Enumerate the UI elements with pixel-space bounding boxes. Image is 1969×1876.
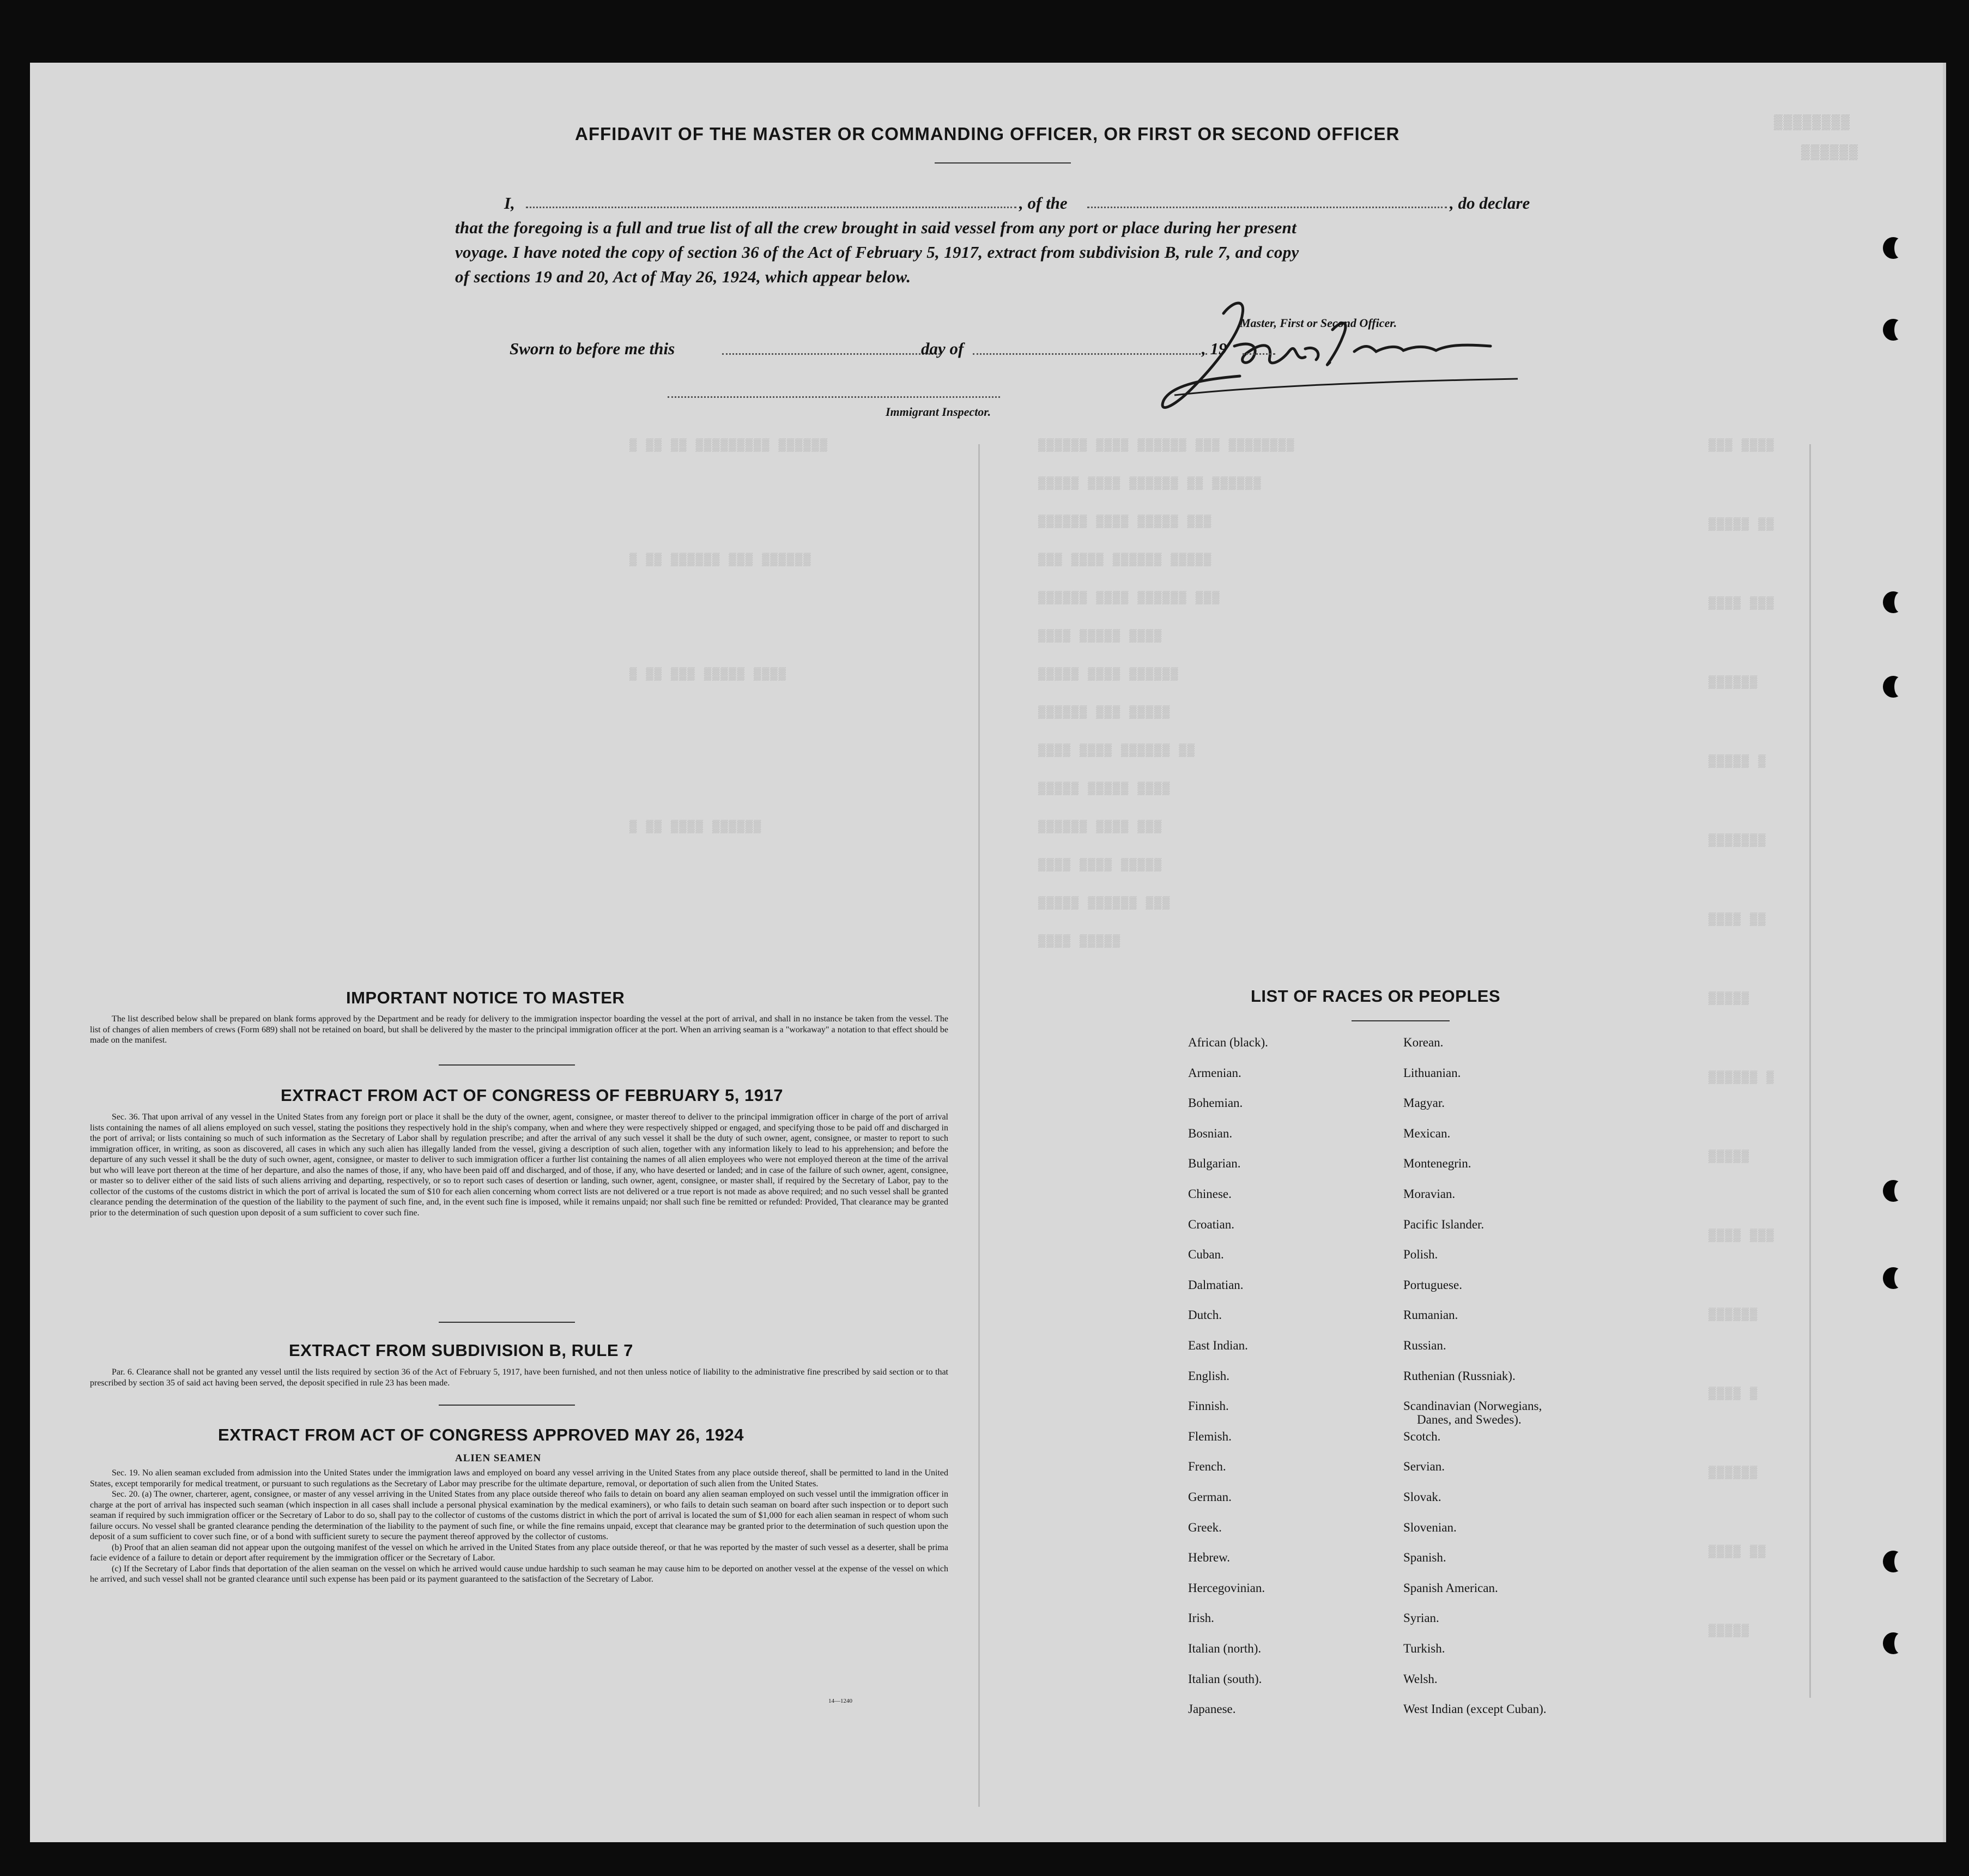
race-item: Russian. (1403, 1339, 1446, 1352)
race-item: Danes, and Swedes). (1417, 1413, 1522, 1427)
title-underline (935, 162, 1071, 164)
race-item: Hercegovinian. (1188, 1581, 1265, 1595)
race-item: Dalmatian. (1188, 1278, 1244, 1292)
race-item: Greek. (1188, 1520, 1222, 1534)
i-label: I, (504, 193, 515, 213)
race-item: Lithuanian. (1403, 1066, 1461, 1080)
affidavit-body-line-1: that the foregoing is a full and true list of all the crew brought in said vessel from any port or place during her present (455, 218, 1296, 237)
sec20b-text: (b) Proof that an alien seaman did not appear upon the outgoing manifest of the vessel on which he arrived in the United States from any place outside thereof, or that he was reported by the master of such vessel as a deserter, shall be prima facie evidence of a failure to detain or deport after requirement by the immigration officer or the Secretary of Labor. (90, 1542, 948, 1563)
master-signature (1142, 281, 1523, 439)
extract-1917-title: EXTRACT FROM ACT OF CONGRESS OF FEBRUARY 5, 1917 (281, 1086, 783, 1105)
race-item: Chinese. (1188, 1187, 1232, 1201)
punch-hole-icon (1883, 1267, 1904, 1289)
race-item: West Indian (except Cuban). (1403, 1702, 1547, 1716)
notice-title: IMPORTANT NOTICE TO MASTER (346, 988, 625, 1007)
extract-rule7-text: Par. 6. Clearance shall not be granted any vessel until the lists required by section 36 of the Act of February 5, 1917, have been furnished, and not then unless notice of liability to the administrative fine prescribed by said section or to that prescribed by section 35 of said act having been served, the deposit specified in rule 23 has been made. (90, 1367, 948, 1388)
extract-1924-title: EXTRACT FROM ACT OF CONGRESS APPROVED MAY 26, 1924 (218, 1425, 744, 1444)
race-item: Scotch. (1403, 1429, 1441, 1443)
race-item: Syrian. (1403, 1611, 1439, 1625)
race-item: Flemish. (1188, 1429, 1232, 1443)
race-item: Scandinavian (Norwegians, (1403, 1399, 1542, 1413)
affidavit-body-line-3: of sections 19 and 20, Act of May 26, 1924, which appear below. (455, 267, 911, 286)
race-item: Bosnian. (1188, 1126, 1233, 1140)
race-item: Italian (south). (1188, 1672, 1262, 1686)
race-item: Irish. (1188, 1611, 1214, 1625)
punch-hole-icon (1883, 319, 1904, 341)
race-item: Italian (north). (1188, 1642, 1262, 1655)
declare-label: , do declare (1450, 193, 1530, 213)
of-the-label: , of the (1019, 193, 1068, 213)
punch-hole-icon (1883, 237, 1904, 259)
race-item: Armenian. (1188, 1066, 1241, 1080)
punch-hole-icon (1883, 1632, 1904, 1654)
race-item: Pacific Islander. (1403, 1217, 1485, 1231)
day-blank-line[interactable] (722, 353, 940, 355)
race-item: Bulgarian. (1188, 1157, 1241, 1171)
punch-hole-icon (1883, 1180, 1904, 1202)
race-item: Moravian. (1403, 1187, 1456, 1201)
extract-1924-text (90, 1468, 948, 1585)
race-item: Ruthenian (Russniak). (1403, 1369, 1516, 1383)
year-blank-line[interactable] (1243, 353, 1275, 355)
divider (439, 1064, 575, 1066)
punch-hole-icon (1883, 591, 1904, 613)
divider (439, 1322, 575, 1323)
race-item: Slovak. (1403, 1490, 1441, 1504)
race-item: Bohemian. (1188, 1096, 1243, 1110)
divider (439, 1405, 575, 1406)
race-item: Slovenian. (1403, 1520, 1457, 1534)
punch-hole-icon (1883, 676, 1904, 698)
race-item: Dutch. (1188, 1308, 1222, 1322)
affidavit-body-line-2: voyage. I have noted the copy of section 36 of the Act of February 5, 1917, extract from subdivision B, rule 7, and copy (455, 243, 1299, 262)
race-item: Spanish. (1403, 1551, 1446, 1565)
race-item: Portuguese. (1403, 1278, 1462, 1292)
race-item: Turkish. (1403, 1642, 1445, 1655)
sworn-label: Sworn to before me this (510, 339, 675, 358)
races-title: LIST OF RACES OR PEOPLES (1251, 987, 1501, 1006)
race-item: Rumanian. (1403, 1308, 1458, 1322)
race-item: Servian. (1403, 1460, 1445, 1474)
name-blank-line[interactable] (526, 207, 1016, 208)
punch-hole-icon (1883, 1551, 1904, 1572)
sec19-text: Sec. 19. No alien seaman excluded from admission into the United States under the immigration laws and employed on board any vessel arriving in the United States from any place outside thereof, shall be permitted to land in the United States, except temporarily for medical treatment, or pursuant to such regulations as the Secretary of Labor may prescribe for the ultimate departure, removal, or deportation of such alien from the United States. (90, 1468, 948, 1488)
race-item: African (black). (1188, 1036, 1268, 1049)
race-item: German. (1188, 1490, 1232, 1504)
race-item: East Indian. (1188, 1339, 1248, 1352)
race-item: Cuban. (1188, 1248, 1224, 1262)
alien-seamen-subtitle: ALIEN SEAMEN (455, 1453, 542, 1464)
race-item: French. (1188, 1460, 1226, 1474)
extract-1917-text: Sec. 36. That upon arrival of any vessel in the United States from any foreign port or place it shall be the duty of the owner, agent, consignee, or master thereof to deliver to the principal immigration officer in charge of the port of arrival lists containing the names of all aliens employed on such vessel, stating the positions they respectively hold in the ship's company, when and where they were respectively shipped or engaged, and specifying those to be paid off and discharged in the port of arrival; or lists containing so much of such information as the Secretary of Labor shall by regulation prescribe; and after the arrival of any such vessel it shall be the duty of such owner, agent, consignee, or master to report to such immigration officer, in writing, as soon as discovered, all cases in which any such alien has illegally landed from the vessel, giving a description of such alien, together with any information likely to lead to his apprehension; and before the departure of any such vessel it shall be the duty of such owner, agent, consignee, or master to deliver to such immigration officer a further list containing the names of all alien employees who were not employed thereon at the time of the arrival but who will leave port thereon at the time of her departure, and also the names of those, if any, who have been paid off and discharged, and of those, if any, who have deserted or landed; and in case of the failure of such owner, agent, consignee, or master so to deliver either of the said lists of such aliens arriving and departing, respectively, or so to report such cases of desertion or landing, such owner, agent, consignee, or master shall, if required by the Secretary of Labor, pay to the collector of the customs of the customs district in which the port of arrival is located the sum of $10 for each alien concerning whom correct lists are not delivered or a true report is not made as above required; and no such vessel shall be granted clearance pending the determination of the question of the liability to the payment of such fine, and, in the event such fine is imposed, while it remains unpaid; nor shall such fine be remitted or refunded: Provided, That clearance may be granted prior to the determination of such question upon deposit of a sum sufficient to cover such fine. (90, 1112, 948, 1218)
month-blank-line[interactable] (973, 353, 1207, 355)
race-item: Croatian. (1188, 1217, 1234, 1231)
form-number: 14—1240 (828, 1698, 852, 1704)
race-item: English. (1188, 1369, 1230, 1383)
notice-text: The list described below shall be prepared on blank forms approved by the Department and be ready for delivery to the immigration inspector boarding the vessel at the port of arrival, and shall in no instance be taken from the vessel. The list of changes of alien members of crews (Form 689) shall not be retained on board, but shall be delivered by the master to the principal immigration officer at the port. When an arriving seaman is a "workaway" a notation to that effect should be made on the manifest. (90, 1014, 948, 1045)
sec20c-text: (c) If the Secretary of Labor finds that deportation of the alien seaman on the vessel on which he arrived would cause undue hardship to such seaman he may cause him to be deported on another vessel at the expense of the vessel on which he arrived, and such vessel shall not be granted clearance until such expense has been paid or its payment guaranteed to the satisfaction of the Secretary of Labor. (90, 1564, 948, 1584)
race-item: Magyar. (1403, 1096, 1445, 1110)
race-item: Spanish American. (1403, 1581, 1498, 1595)
race-item: Montenegrin. (1403, 1157, 1471, 1171)
race-item: Mexican. (1403, 1126, 1451, 1140)
signature-caption: Master, First or Second Officer. (1240, 316, 1397, 330)
race-item: Welsh. (1403, 1672, 1438, 1686)
race-item: Finnish. (1188, 1399, 1229, 1413)
extract-rule7-title: EXTRACT FROM SUBDIVISION B, RULE 7 (289, 1341, 633, 1360)
race-item: Japanese. (1188, 1702, 1236, 1716)
day-of-label: day of (921, 339, 964, 358)
affidavit-title: AFFIDAVIT OF THE MASTER OR COMMANDING OFFICER, OR FIRST OR SECOND OFFICER (575, 124, 1400, 144)
document-sheet: ▒▒▒ ▒▒▒▒ ▒▒▒▒▒ ▒▒ ▒▒▒▒ ▒▒▒ ▒▒▒▒▒▒ ▒▒▒▒▒ ▒ ▒▒▒▒▒▒▒ ▒▒▒▒ ▒▒ ▒▒▒▒▒ ▒▒▒▒▒▒ ▒ ▒▒▒▒▒ ▒▒▒▒ ▒▒▒ ▒▒▒▒▒▒ ▒▒▒▒ ▒ ▒▒▒▒▒▒ ▒▒▒▒ ▒▒ ▒▒▒▒▒ ▒▒▒▒▒▒ ▒▒▒▒ ▒▒▒▒▒▒ ▒▒▒ ▒▒▒▒▒▒▒▒ ▒▒▒▒▒ ▒▒▒▒ ▒▒▒▒▒▒ ▒▒ ▒▒▒▒▒▒ ▒▒▒▒▒▒ ▒▒▒▒ ▒▒▒▒▒ ▒▒▒ ▒▒▒ ▒▒▒▒ ▒▒▒▒▒▒ ▒▒▒▒▒ ▒▒▒▒▒▒ ▒▒▒▒ ▒▒▒▒▒▒ ▒▒▒ ▒▒▒▒ ▒▒▒▒▒ ▒▒▒▒ ▒▒▒▒▒ ▒▒▒▒ ▒▒▒▒▒▒ ▒▒▒▒▒▒ ▒▒▒ ▒▒▒▒▒ ▒▒▒▒ ▒▒▒▒ ▒▒▒▒▒▒ ▒▒ ▒▒▒▒▒ ▒▒▒▒▒ ▒▒▒▒ ▒▒▒▒▒▒ ▒▒▒▒ ▒▒▒ ▒▒▒▒ ▒▒▒▒ ▒▒▒▒▒ ▒▒▒▒▒ ▒▒▒▒▒▒ ▒▒▒ ▒▒▒▒ ▒▒▒▒▒ ▒ ▒▒ ▒▒ ▒▒▒▒▒▒▒▒▒ ▒▒▒▒▒▒ ▒ ▒▒ ▒▒▒▒▒▒ ▒▒▒ ▒▒▒▒▒▒ ▒ ▒▒ ▒▒▒ ▒▒▒▒▒ ▒▒▒▒ ▒ ▒▒ ▒▒▒▒ ▒▒▒▒▒▒ ▒▒▒▒▒▒▒▒ ▒▒▒▒▒▒ AFFIDAVIT OF THE MASTER OR COMMANDING OFFICER, OR FIRST OR SECOND OFFICER I, , of the , do declare that the foregoing is a full and true list of all the crew brought in said vessel from any port or place during her present voyage. I have noted the copy of section 36 of the Act of February 5, 1917, extract from subdivision B, rule 7, and copy of sections 19 and 20, Act of May 26, 1924, which appear below. Master, First or Second Officer. Sworn to before me this day of , 19 Immigrant Inspector. IMPORTANT NOTICE TO MASTER The list described below shall be prepared on blank forms approved by the Department and be ready for delivery to the immigration inspector boarding the vessel at the port of arrival, and shall in no instance be taken from the vessel. The list of changes of alien members of crews (Form 689) shall not be retained on board, but shall be delivered by the master to the principal immigration officer at the port. When an arriving seaman is a "workaway" a notation to that effect should be made on the manifest. EXTRACT FROM ACT OF CONGRESS OF FEBRUARY 5, 1917 Sec. 36. That upon arrival of any vessel in the United States from any foreign port or place it shall be the duty of the owner, agent, consignee, or master thereof to deliver to the principal immigration officer in charge of the port of arrival lists containing the names of all aliens employed on such vessel, stating the positions they respectively hold in the ship's company, when and where they were respectively shipped or engaged, and specifying those to be paid off and discharged in the port of arrival; or lists containing so much of such information as the Secretary of Labor shall by regulation prescribe; and after the arrival of any such vessel it shall be the duty of such owner, agent, consignee, or master to report to such immigration officer, in writing, as soon as discovered, all cases in which any such alien has illegally landed from the vessel, giving a description of such alien, together with any information likely to lead to his apprehension; and before the departure of any such vessel it shall be the duty of such owner, agent, consignee, or master to deliver to such immigration officer a further list containing the names of all alien employees who were not employed thereon at the time of the arrival but who will leave port thereon at the time of her departure, and also the names of those, if any, who have been paid off and discharged, and of those, if any, who have deserted or landed; and in case of the failure of such owner, agent, consignee, or master so to deliver either of the said lists of such aliens arriving and departing, respectively, or so to report such cases of desertion or landing, such owner, agent, consignee, or master shall, if required by the Secretary of Labor, pay to the collector of the customs of the customs district in which the port of arrival is located the sum of $10 for each alien concerning whom correct lists are not delivered or a true report is not made as above required; and no such vessel shall be granted clearance pending the determination of the question of the liability to the payment of such fine, and, in the event such fine is imposed, while it remains unpaid; nor shall such fine be remitted or refunded: Provided, That clearance may be granted prior to the determination of such question upon deposit of a sum sufficient to cover such fine. EXTRACT FROM SUBDIVISION B, RULE 7 Par. 6. Clearance shall not be granted any vessel until the lists required by section 36 of the Act of February 5, 1917, have been furnished, and not then unless notice of liability to the administrative fine prescribed by said section or to that prescribed by section 35 of said act having been served, the deposit specified in rule 23 has been made. EXTRACT FROM ACT OF CONGRESS APPROVED MAY 26, 1924 ALIEN SEAMEN Sec. 19. No alien seaman excluded from admission into the United States under the immigration laws and employed on board any vessel arriving in the United States from any place outside thereof, shall be permitted to land in the United States, except temporarily for medical treatment, or pursuant to such regulations as the Secretary of Labor may prescribe for the ultimate departure, removal, or deportation of such alien from the United States. Sec. 20. (a) The owner, charterer, agent, consignee, or master of any vessel arriving in the United States from any place outside thereof who fails to detain on board any alien seaman employed on such vessel until the immigration officer in charge at the port of arrival has inspected such seaman (which inspection in all cases shall include a personal physical examination by the medical examiners), or who fails to detain such seaman on board after such inspection or to deport such seaman if required by such immigration officer or the Secretary of Labor to do so, shall pay to the collector of customs of the customs district in which the port of arrival is located the sum of $1,000 for each alien seaman in respect of whom such failure occurs. No vessel shall be granted clearance pending the determination of the liability to the payment of such fine, or while the fine remains unpaid, except that clearance may be granted prior to the determination of such question upon the deposit of a sum sufficient to cover such fine, or of a bond with sufficient surety to secure the payment thereof approved by the collector of customs. (b) Proof that an alien seaman did not appear upon the outgoing manifest of the vessel on which he arrived in the United States from any place outside thereof, or that he was reported by the master of such vessel as a deserter, shall be prima facie evidence of a failure to detain or deport after requirement by the immigration officer or the Secretary of Labor. (c) If the Secretary of Labor finds that deportation of the alien seaman on the vessel on which he arrived would cause undue hardship to such seaman he may cause him to be deported on another vessel at the expense of the vessel on which he arrived, and such vessel shall not be granted clearance until such expense has been paid or its payment guaranteed to the satisfaction of the Secretary of Labor. 14—1240 LIST OF RACES OR PEOPLES African (black). Armenian. Bohemian. Bosnian. Bulgarian. Chinese. Croatian. Cuban. Dalmatian. Dutch. East Indian. English. Finnish. Flemish. French. German. Greek. Hebrew. Hercegovinian. Irish. Italian (north). Italian (south). Japanese. Korean. Lithuanian. Magyar. Mexican. Montenegrin. Moravian. Pacific Islander. Polish. Portuguese. Rumanian. Russian. Ruthenian (Russniak). Scandinavian (Norwegians, Danes, and Swedes). Scotch. Servian. Slovak. Slovenian. Spanish. Spanish American. Syrian. Turkish. Welsh. West Indian (except Cuban). (30, 63, 1946, 1842)
vessel-blank-line[interactable] (1087, 207, 1447, 208)
sec20a-text: Sec. 20. (a) The owner, charterer, agent, consignee, or master of any vessel arriving in the United States from any place outside thereof who fails to detain on board any alien seaman employed on such vessel until the immigration officer in charge at the port of arrival has inspected such seaman (which inspection in all cases shall include a personal physical examination by the medical examiners), or who fails to detain such seaman on board after such inspection or to deport such seaman if required by such immigration officer or the Secretary of Labor to do so, shall pay to the collector of customs of the customs district in which the port of arrival is located the sum of $1,000 for each alien seaman in respect of whom such failure occurs. No vessel shall be granted clearance pending the determination of the liability to the payment of such fine, or while the fine remains unpaid, except that clearance may be granted prior to the determination of such question upon the deposit of a sum sufficient to cover such fine, or of a bond with sufficient surety to secure the payment thereof approved by the collector of customs. (90, 1490, 948, 1541)
inspector-blank-line[interactable] (668, 396, 1000, 398)
races-title-underline (1352, 1020, 1450, 1021)
inspector-label: Immigrant Inspector. (886, 405, 991, 419)
race-item: Hebrew. (1188, 1551, 1231, 1565)
race-item: Korean. (1403, 1036, 1444, 1049)
race-item: Polish. (1403, 1248, 1438, 1262)
year-label: , 19 (1202, 339, 1227, 358)
